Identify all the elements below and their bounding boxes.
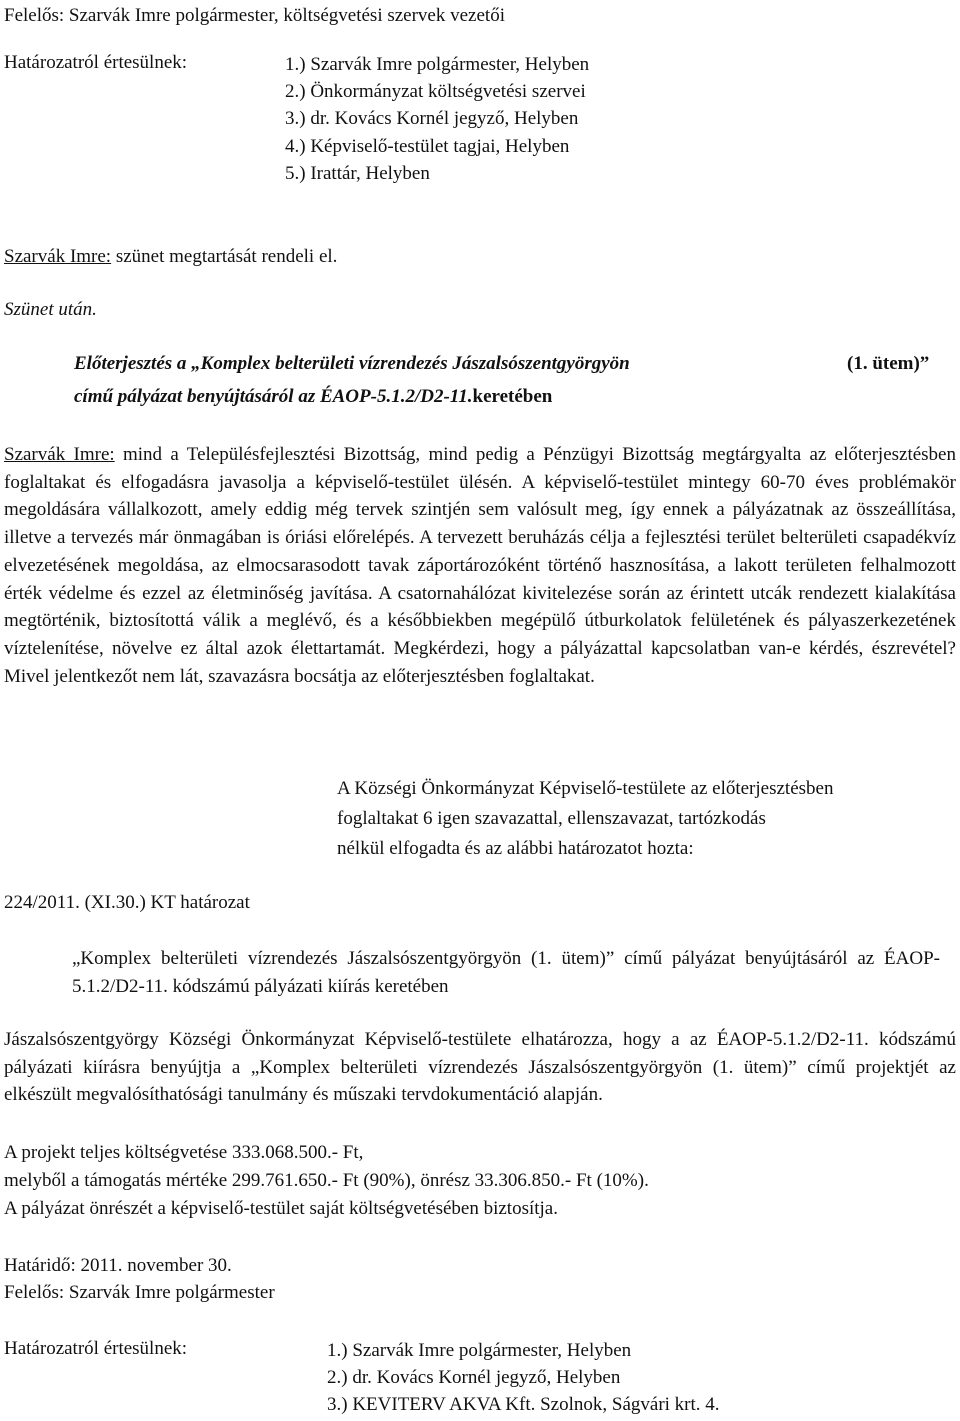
notified-label: Határozatról értesülnek: [4,1338,188,1359]
speaker-name: Szarvák Imre: [4,444,115,465]
discussion-paragraph [4,441,956,690]
notified-list [327,1337,720,1419]
after-break: Szünet után. [4,299,97,320]
resolution-number: 224/2011. (XI.30.) KT határozat [4,892,250,913]
agenda-title-line2 [74,385,552,409]
list-item: 3.) dr. Kovács Kornél jegyző, Helyben [285,108,579,130]
own-share: A pályázat önrészét a képviselő-testület saját költségvetésében biztosítja. [4,1198,558,1219]
list-item: 1.) Szarvák Imre polgármester, Helyben [327,1340,632,1361]
break-text: szünet megtartását rendeli el. [111,246,338,267]
speaker-name: Szarvák Imre: [4,246,112,267]
vote-line1: A Községi Önkormányzat Képviselő-testülete az előterjesztésben [337,778,834,799]
agenda-title-phase: (1. ütem)” [847,353,930,374]
project-cost: A projekt teljes költségvetése 333.068.500.- Ft, [4,1142,364,1163]
list-item: 4.) Képviselő-testület tagjai, Helyben [285,135,570,157]
list-item: 1.) Szarvák Imre polgármester, Helyben [285,54,590,75]
vote-line2: foglaltakat 6 igen szavazattal, ellenszavazat, tartózkodás [337,808,766,829]
agenda-title-line1: Előterjesztés a „Komplex belterületi vízrendezés Jászalsószentgyörgyön [74,353,630,374]
break-paragraph [4,245,337,269]
resolution-body: Jászalsószentgyörgy Községi Önkormányzat Képviselő-testülete elhatározza, hogy a az ÉAOP-5.1.2/D2-11. kódszámú pályázati kiírásra benyújtja a „Komplex belterületi vízrendezés Jászalsószentgyörgyön (1. ütem)” című projektjét az elkészült megvalósíthatósági tanulmány és műszaki tervdokumentáció alapján. [4,1029,956,1105]
list-item: 2.) Önkormányzat költségvetési szervei [285,81,586,103]
deadline: Határidő: 2011. november 30. [4,1255,232,1276]
list-item: 3.) KEVITERV AKVA Kft. Szolnok, Ságvári krt. 4. [327,1394,720,1416]
support-amount: melyből a támogatás mértéke 299.761.650.- Ft (90%), önrész 33.306.850.- Ft (10%). [4,1170,649,1191]
agenda-title-suffix: keretében [472,386,553,407]
resolution-title: „Komplex belterületi vízrendezés Jászalsószentgyörgyön (1. ütem)” című pályázat benyújtásáról az ÉAOP-5.1.2/D2-11. kódszámú pályázati kiírás keretében [72,948,940,997]
responsible-line: Felelős: Szarvák Imre polgármester, költségvetési szervek vezetői [4,5,505,26]
notified-label: Határozatról értesülnek: [4,52,188,73]
discussion-text: mind a Településfejlesztési Bizottság, mind pedig a Pénzügyi Bizottság megtárgyalta az előterjesztésben foglaltakat és elfogadásra javasolja a képviselő-testület ülésén. A képviselő-testület mintegy 60-70 éves problémakör megoldására vállalkozott, amely eddig még tervek szintjén sem valósult meg, így ennek a pályázatnak az összeállítása, illetve a tervezés már önmagában is óriási előrelépés. A tervezett beruházás célja a fejlesztési terület belterületi csapadékvíz elvezetésének megoldása, az elmocsarasodott tavak záportározóként történő hasznosítása, a lakott területen felhalmozott érték védelme és ezzel az életminőség javítása. A csatornahálózat kivitelezése során az érintett utcák rendezett kialakítása megtörténik, biztosítottá válik a meglévő, és a későbbiekben megépülő útburkolatok felületének és pályaszerkezetének víztelenítése, növelve ez által azok élettartamát. Megkérdezi, hogy a pályázattal kapcsolatban van-e kérdés, észrevétel? Mivel jelentkezőt nem lát, szavazásra bocsátja az előterjesztésben foglaltakat. [4,444,956,687]
list-item: 5.) Irattár, Helyben [285,162,430,184]
notified-list [285,51,589,187]
responsible: Felelős: Szarvák Imre polgármester [4,1282,275,1303]
agenda-title-code: című pályázat benyújtásáról az ÉAOP-5.1.2/D2-11. [74,386,473,407]
list-item: 2.) dr. Kovács Kornél jegyző, Helyben [327,1367,621,1389]
vote-line3: nélkül elfogadta és az alábbi határozatot hozta: [337,838,694,859]
